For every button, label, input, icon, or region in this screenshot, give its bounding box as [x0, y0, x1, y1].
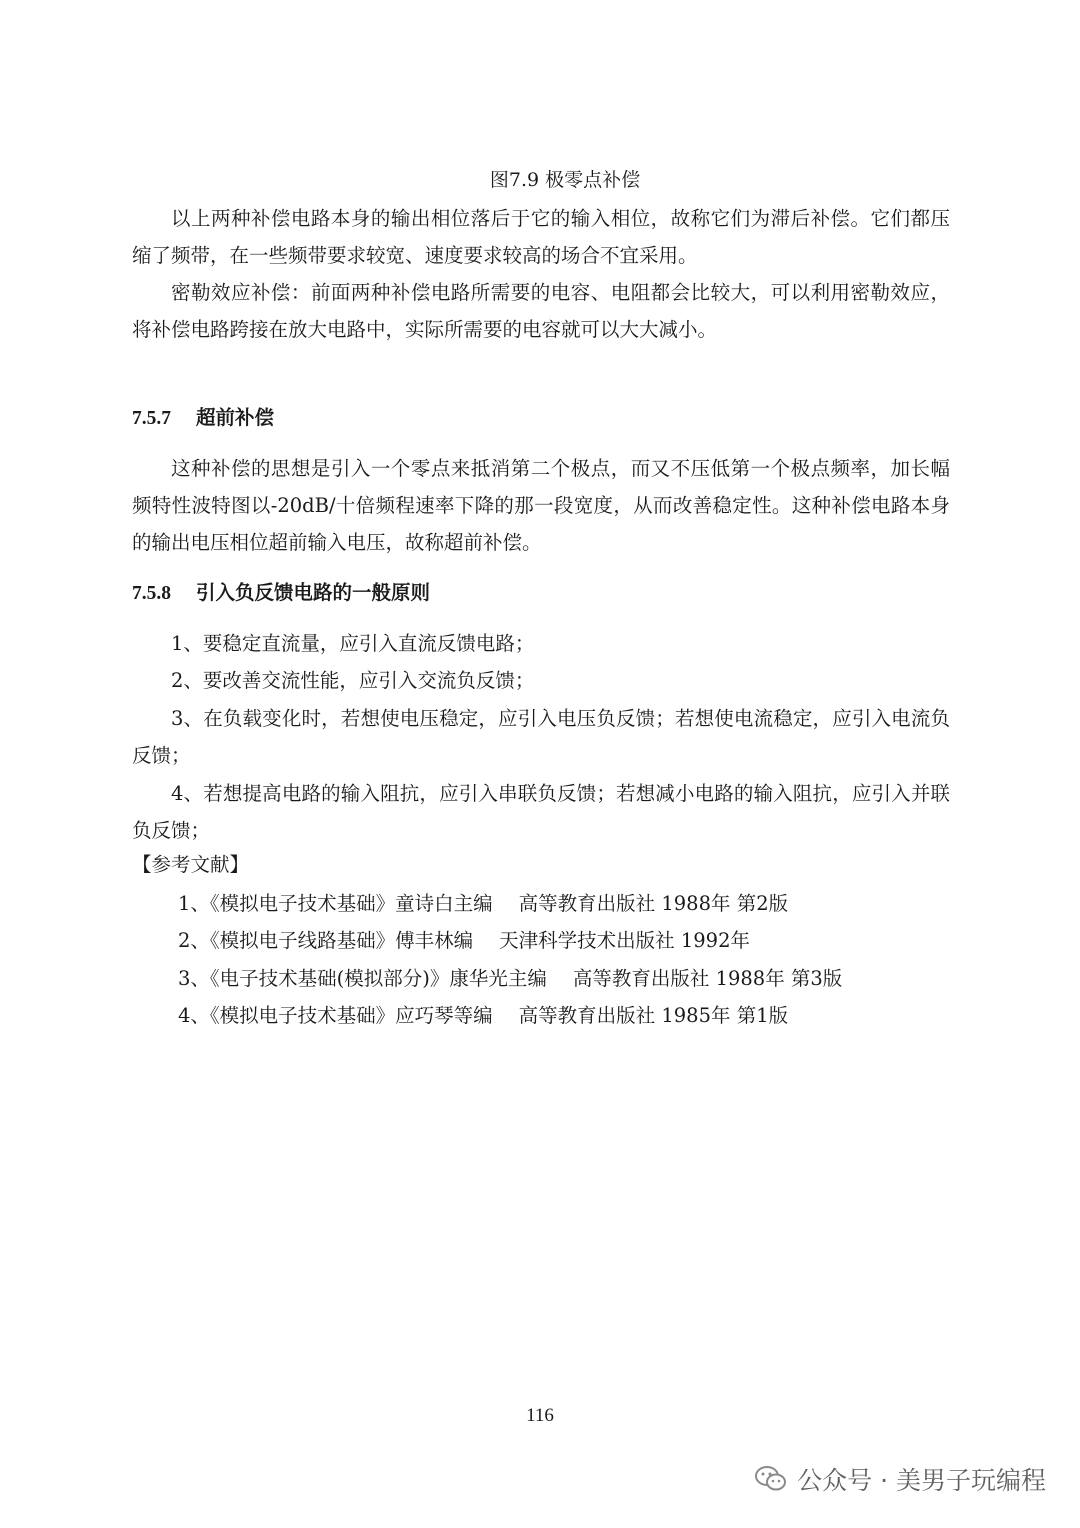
watermark: [755, 1461, 1046, 1497]
principle-item: 4、若想提高电路的输入阻抗，应引入串联负反馈；若想减小电路的输入阻抗，应引入并联负反馈；: [132, 782, 950, 842]
principle-item: 1、要稳定直流量，应引入直流反馈电路；: [171, 632, 535, 655]
principle-item: 3、在负载变化时，若想使电压稳定，应引入电压负反馈；若想使电流稳定，应引入电流负反馈；: [132, 707, 950, 767]
reference-book: 3、《电子技术基础(模拟部分)》康华光主编: [178, 967, 547, 990]
reference-book: 4、《模拟电子技术基础》应巧琴等编: [178, 1004, 493, 1027]
reference-item: [178, 890, 788, 918]
reference-publisher: 高等教育出版社 1988年 第3版: [572, 967, 843, 990]
section-title: 超前补偿: [196, 406, 275, 429]
section-heading-7-5-8: [132, 579, 430, 608]
reference-item: [178, 1002, 788, 1030]
references-title: 【参考文献】: [132, 853, 250, 876]
reference-publisher: 高等教育出版社 1985年 第1版: [518, 1004, 789, 1027]
principle-item: 2、要改善交流性能，应引入交流负反馈；: [171, 669, 535, 692]
section-heading-7-5-7: [132, 404, 274, 433]
paragraph-lead-compensation: 这种补偿的思想是引入一个零点来抵消第二个极点，而又不压低第一个极点频率，加长幅频特性波特图以-20dB/十倍频程速率下降的那一段宽度，从而改善稳定性。这种补偿电路本身的输出电压相位超前输入电压，故称超前补偿。: [132, 457, 950, 554]
page-number: 116: [526, 1405, 554, 1426]
paragraph-lag-compensation: 以上两种补偿电路本身的输出相位落后于它的输入相位，故称它们为滞后补偿。它们都压缩了频带，在一些频带要求较宽、速度要求较高的场合不宜采用。: [132, 207, 950, 267]
reference-publisher: 高等教育出版社 1988年 第2版: [518, 892, 789, 915]
watermark-text: 公众号 · 美男子玩编程: [797, 1466, 1046, 1495]
reference-item: [178, 965, 842, 993]
section-number: 7.5.8: [132, 583, 171, 604]
paragraph-miller-compensation: 密勒效应补偿：前面两种补偿电路所需要的电容、电阻都会比较大，可以利用密勒效应，将补偿电路跨接在放大电路中，实际所需要的电容就可以大大减小。: [132, 281, 950, 341]
section-title: 引入负反馈电路的一般原则: [196, 581, 431, 604]
wechat-icon: [755, 1465, 787, 1493]
section-number: 7.5.7: [132, 408, 171, 429]
reference-book: 1、《模拟电子技术基础》童诗白主编: [178, 892, 493, 915]
reference-book: 2、《模拟电子线路基础》傅丰林编: [178, 929, 474, 952]
figure-caption: 图7.9 极零点补偿: [489, 169, 641, 191]
reference-publisher: 天津科学技术出版社 1992年: [499, 929, 750, 952]
reference-item: [178, 927, 750, 955]
